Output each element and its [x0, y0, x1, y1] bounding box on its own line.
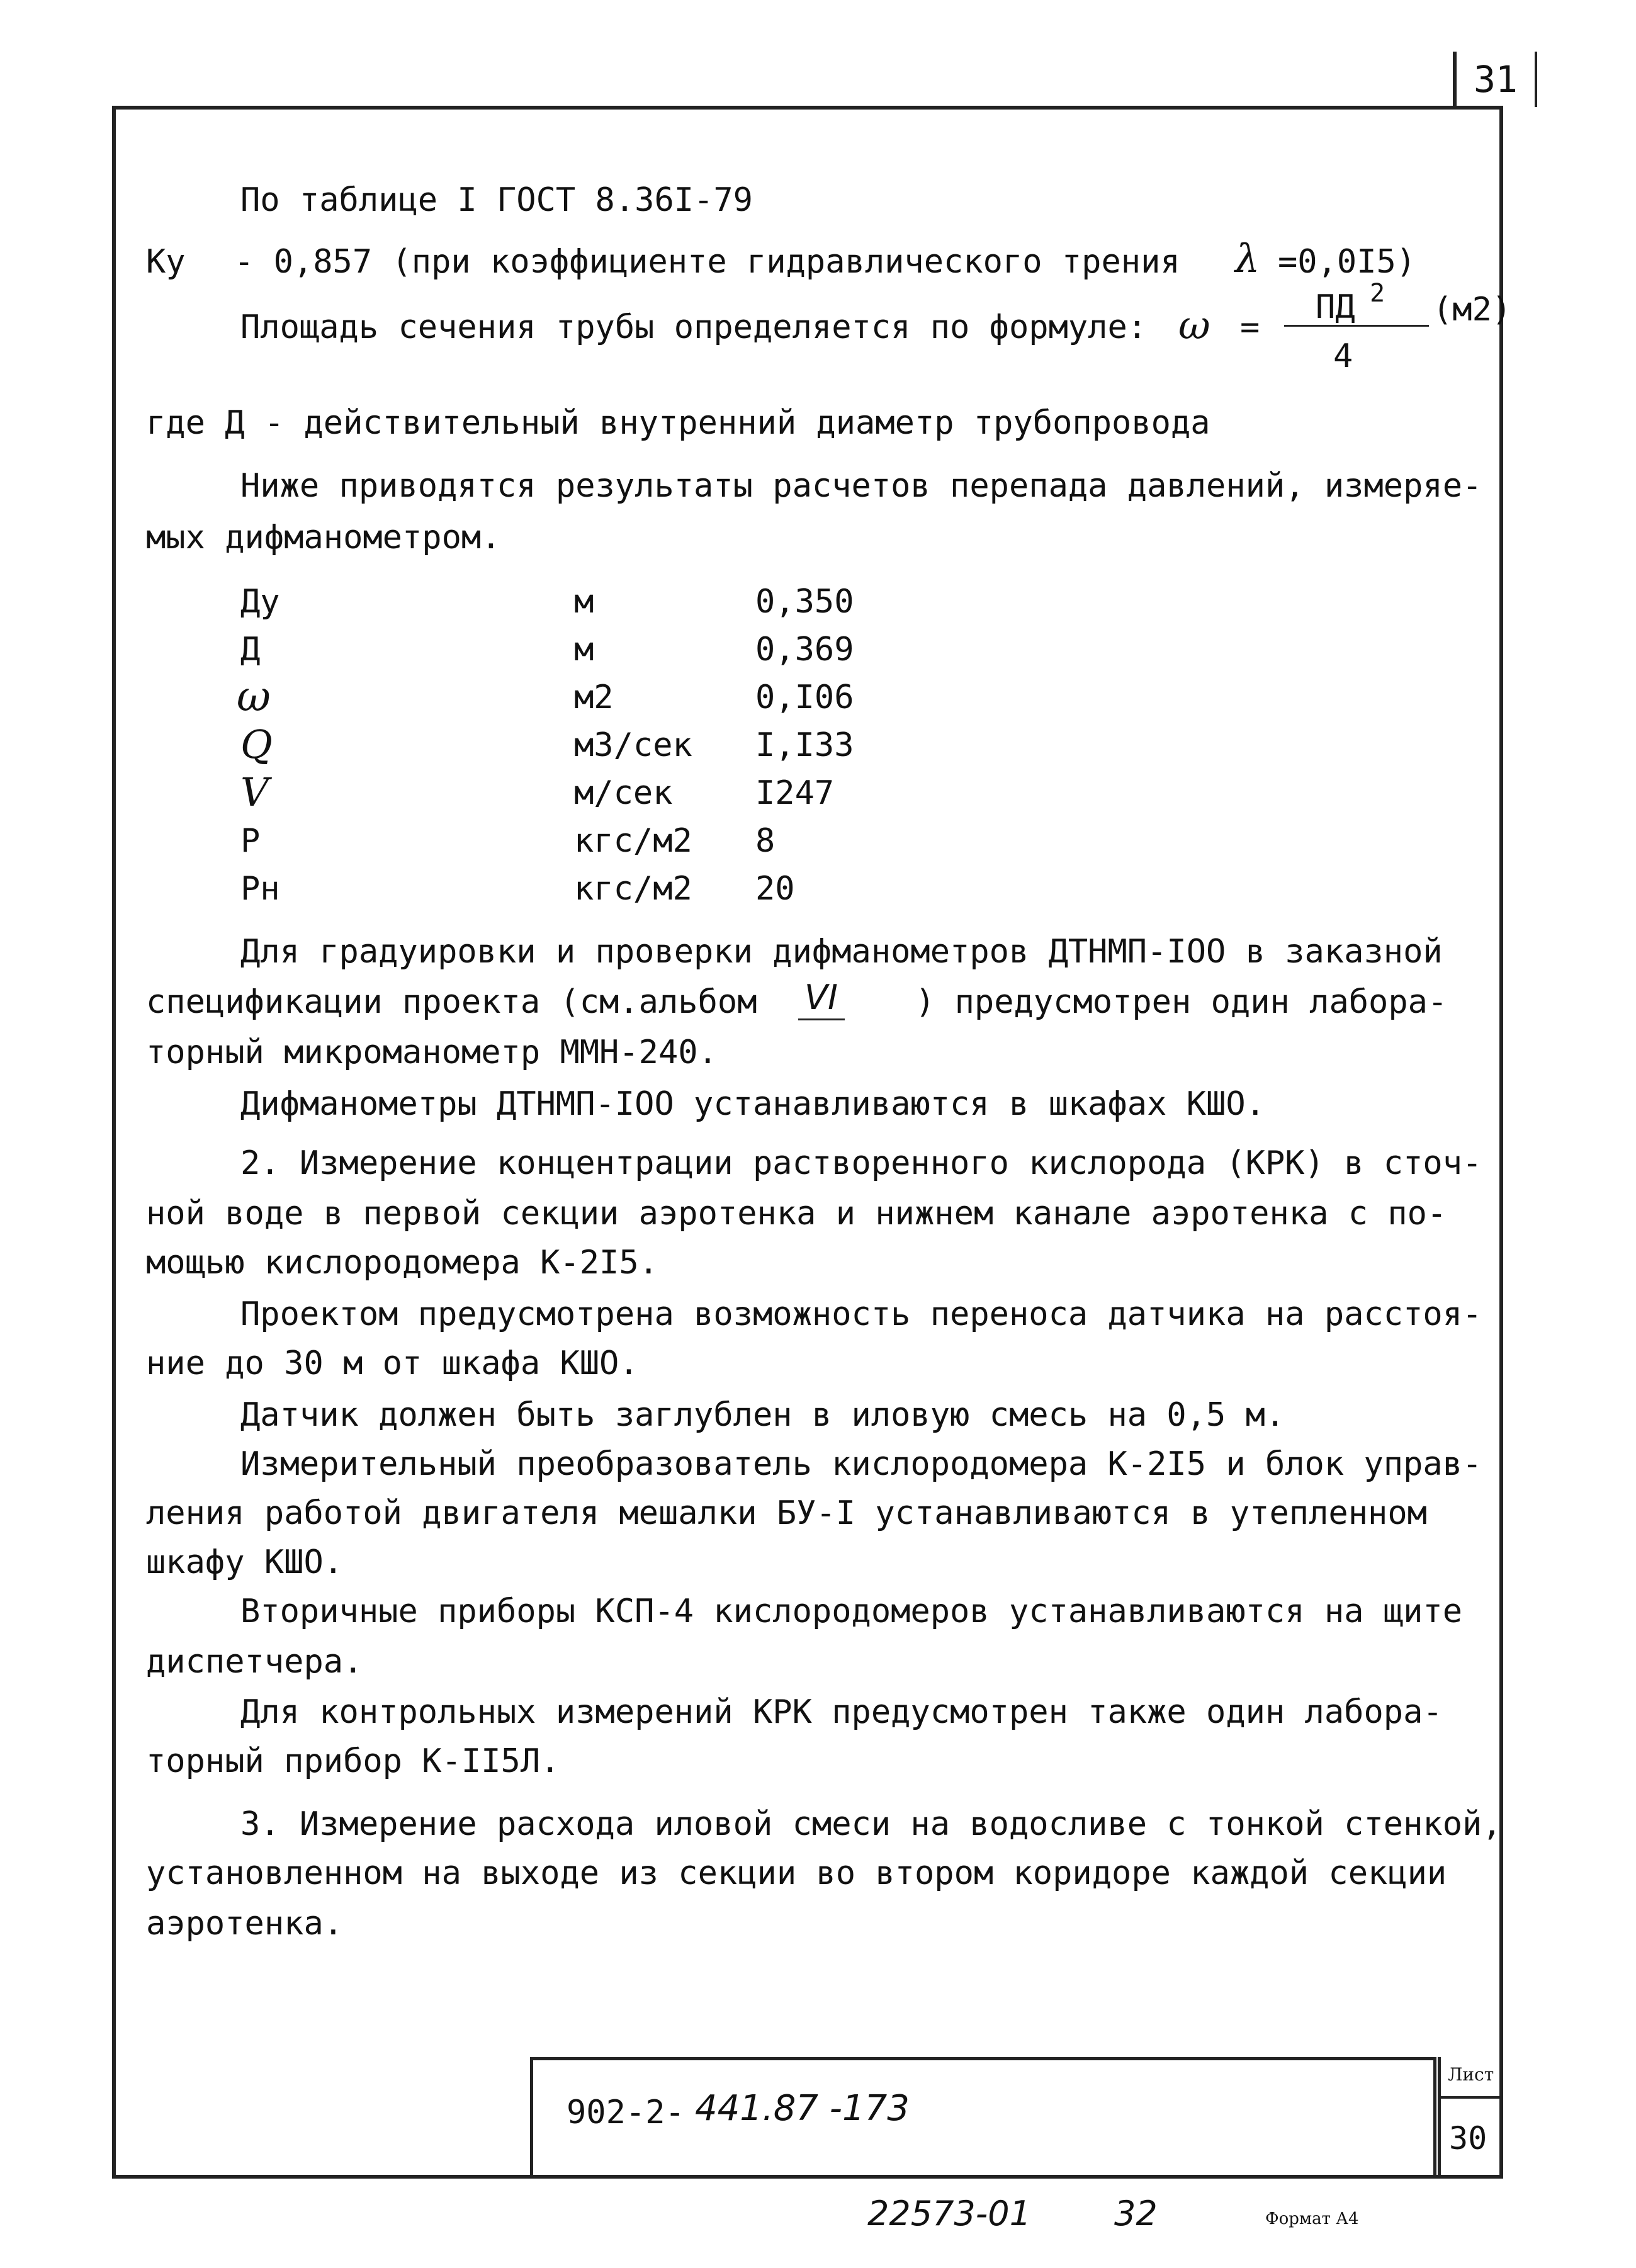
lambda-symbol: λ — [1235, 235, 1260, 281]
text-line: Вторичные приборы КСП-4 кислородомеров устанавливаются на щите — [240, 1593, 1463, 1630]
param-unit: м2 — [574, 679, 614, 716]
document-code-handwritten: 441.87 -173 — [695, 2088, 910, 2129]
param-value: 0,369 — [755, 631, 854, 669]
text-line: Для градуировки и проверки дифманометров ДТНМП-IOO в заказной — [240, 933, 1443, 971]
text-line: мых дифманометром. — [146, 519, 501, 556]
text-line: торный микроманометр ММН-240. — [146, 1034, 718, 1071]
text-line: торный прибор К-II5Л. — [146, 1742, 560, 1780]
param-name: Q — [240, 721, 273, 767]
lambda-value: =0,0I5) — [1278, 243, 1416, 281]
copy-number: 32 — [1114, 2194, 1158, 2233]
format-label: Формат А4 — [1265, 2209, 1359, 2228]
album-number: VI — [804, 978, 838, 1017]
param-value: 20 — [755, 870, 795, 908]
param-unit: кгс/м2 — [574, 870, 692, 908]
param-name: P — [240, 822, 261, 860]
text-line: ) предусмотрен один лабора- — [915, 983, 1448, 1021]
text-line: спецификации проекта (см.альбом — [146, 983, 757, 1021]
text-line: ние до 30 м от шкафа КШО. — [146, 1345, 639, 1382]
param-value: I,I33 — [755, 726, 854, 764]
album-underline — [798, 1018, 845, 1020]
text-line: установленном на выходе из секции во втором коридоре каждой секции — [146, 1854, 1447, 1892]
formula-denominator: 4 — [1333, 337, 1353, 375]
text-line: Измерительный преобразователь кислородомера К-2I5 и блок управ- — [240, 1445, 1482, 1483]
text-line: Площадь сечения трубы определяется по формуле: — [240, 308, 1148, 346]
param-name: Ду — [240, 583, 280, 621]
param-unit: м/сек — [574, 774, 673, 812]
omega-symbol: ω — [1178, 302, 1210, 348]
param-unit: кгс/м2 — [574, 822, 692, 860]
text-line: ной воде в первой секции аэротенка и нижнем канале аэротенка с по- — [146, 1195, 1447, 1233]
text-line: - 0,857 (при коэффициенте гидравлического трения — [234, 243, 1180, 281]
param-unit: м — [574, 631, 594, 669]
formula-unit: (м2) — [1433, 291, 1512, 329]
text-line: шкафу КШО. — [146, 1543, 344, 1581]
ky-label: Ку — [146, 243, 186, 281]
inventory-number: 22573-01 — [867, 2194, 1031, 2233]
param-value: 0,I06 — [755, 679, 854, 716]
text-line: где Д - действительный внутренний диаметр трубопровода — [146, 404, 1210, 442]
param-name: Д — [240, 631, 261, 669]
text-line: ления работой двигателя мешалки БУ-I устанавливаются в утепленном — [146, 1494, 1427, 1532]
sheet-number: 30 — [1449, 2120, 1487, 2157]
text-line: Ниже приводятся результаты расчетов перепада давлений, измеряе- — [240, 467, 1482, 505]
param-name: V — [240, 769, 269, 815]
text-line: 2. Измерение концентрации растворенного кислорода (КРК) в сточ- — [240, 1144, 1482, 1182]
sheet-label: Лист — [1448, 2064, 1494, 2085]
text-line: 3. Измерение расхода иловой смеси на водосливе с тонкой стенкой, — [240, 1805, 1502, 1843]
equals-sign: = — [1240, 308, 1260, 346]
param-value: I247 — [755, 774, 835, 812]
param-unit: м — [574, 583, 594, 621]
page-number: 31 — [1453, 52, 1537, 107]
text-line: Датчик должен быть заглублен в иловую смесь на 0,5 м. — [240, 1396, 1285, 1434]
formula-exponent: 2 — [1370, 279, 1385, 308]
text-line: По таблице I ГОСТ 8.36I-79 — [240, 181, 753, 219]
text-line: Дифманометры ДТНМП-IOO устанавливаются в шкафах КШО. — [240, 1085, 1265, 1123]
param-value: 8 — [755, 822, 776, 860]
param-name: ω — [237, 672, 271, 721]
fraction-line — [1284, 325, 1429, 327]
param-unit: м3/сек — [574, 726, 692, 764]
param-value: 0,350 — [755, 583, 854, 621]
text-line: Для контрольных измерений КРК предусмотрен также один лабора- — [240, 1693, 1443, 1731]
text-line: мощью кислородомера К-2I5. — [146, 1244, 658, 1282]
formula-numerator: ПД — [1316, 288, 1355, 326]
text-line: Проектом предусмотрена возможность переноса датчика на расстоя- — [240, 1295, 1482, 1333]
document-code-prefix: 902-2- — [567, 2094, 685, 2131]
text-line: аэротенка. — [146, 1905, 344, 1943]
param-name: Рн — [240, 870, 280, 908]
text-line: диспетчера. — [146, 1643, 363, 1681]
